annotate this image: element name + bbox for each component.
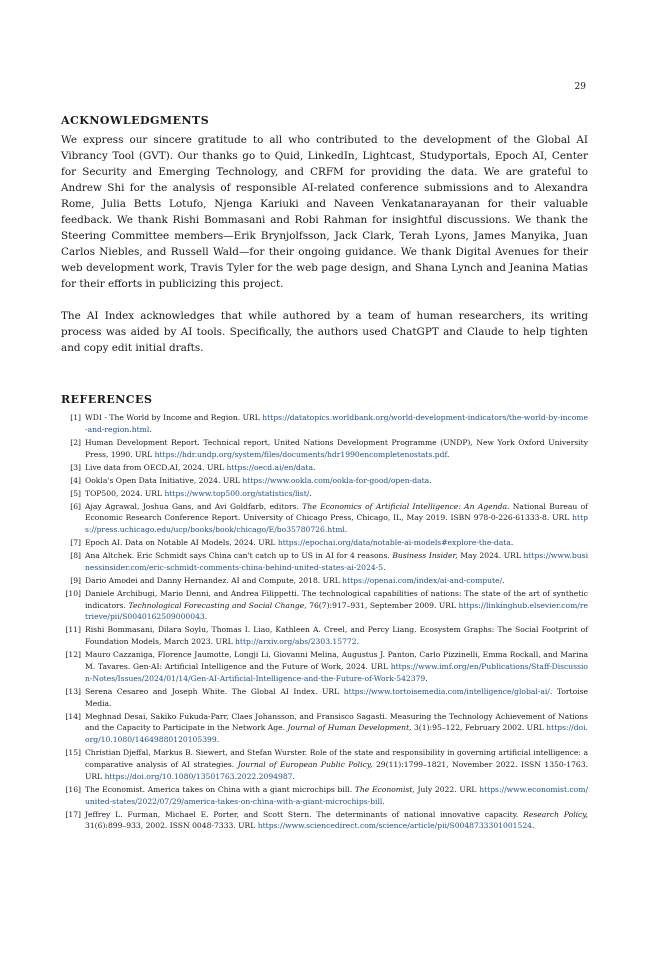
reference-venue: Journal of Human Development,	[287, 723, 412, 733]
reference-text: Christian Djeffal, Markus B. Siewert, and Stefan Wurster. Role of the state and responsibility in governing artificial intelligence: a comparative analysis of AI strategies.	[85, 748, 591, 769]
reference-venue: The Economics of Artificial Intelligence: An Agenda.	[302, 501, 510, 511]
reference-number: [15]	[65, 748, 81, 758]
reference-venue: Journal of European Public Policy,	[237, 759, 373, 769]
reference-number: [13]	[65, 686, 81, 696]
references-heading: REFERENCES	[61, 393, 153, 406]
reference-details: 29(11):1799–1821, November 2022. ISSN 1350-1763. URL	[85, 759, 591, 781]
reference-text: Mauro Cazzaniga, Florence Jaumotte, Longji Li, Giovanni Melina, Augustus J. Panton, Carlo Pizzinelli, Emma Rockall, and Marina M. Tavares. Gen-AI: Artificial Intelligence and the Future of Work, 2024. URL	[85, 650, 591, 671]
reference-details: 31(6):899–933, 2002. ISSN 0048-7333. URL	[85, 809, 591, 831]
acknowledgments-heading: ACKNOWLEDGMENTS	[61, 114, 210, 127]
reference-text: Epoch AI. Data on Notable AI Models, 2024. URL	[85, 538, 278, 548]
reference-item	[61, 686, 591, 710]
reference-number: [3]	[70, 462, 81, 472]
reference-text: Live data from OECD.AI, 2024. URL	[85, 462, 227, 472]
reference-tail: .	[216, 735, 220, 745]
reference-item	[61, 575, 588, 587]
reference-link[interactable]: https://openai.com/index/ai-and-compute/	[342, 575, 503, 585]
reference-number: [12]	[65, 650, 81, 660]
reference-item	[61, 462, 588, 474]
reference-link[interactable]: http://arxiv.org/abs/2303.15772	[235, 637, 357, 647]
reference-item	[61, 624, 591, 648]
reference-text: Dario Amodei and Danny Hernandez. AI and Compute, 2018. URL	[85, 575, 343, 585]
reference-tail: .	[383, 562, 386, 572]
reference-number: [7]	[70, 538, 81, 548]
reference-item	[61, 412, 588, 436]
reference-tail: .	[356, 637, 360, 647]
reference-number: [4]	[70, 475, 81, 485]
reference-link[interactable]: https://datatopics.worldbank.org/world-development-indicators/the-world-by-income-and-region.html	[85, 413, 588, 434]
reference-link[interactable]: https://epochai.org/data/notable-ai-models#explore-the-data	[277, 538, 511, 548]
reference-item	[61, 488, 588, 500]
reference-link[interactable]: https://linkinghub.elsevier.com/retrieve/pii/S0040162509000043	[85, 600, 588, 622]
reference-venue: Research Policy,	[523, 809, 588, 819]
reference-item	[61, 537, 588, 549]
reference-text: The Economist. America takes on China with a giant microchips bill.	[85, 784, 355, 794]
reference-details: May 2024. URL	[457, 551, 524, 561]
reference-text: Meghnad Desai, Sakiko Fukuda-Parr, Claes Johansson, and Fransisco Sagasti. Measuring the Technology Achievement of Nations and the Capacity to Participate in the Network Age.	[85, 711, 591, 733]
reference-details: National Bureau of Economic Research Conference Report. University of Chicago Press, Chicago, IL, May 2019. ISBN 978-0-226-61333-8. URL	[85, 501, 591, 523]
reference-text: Rishi Bommasani, Dilara Soylu, Thomas I. Liao, Kathleen A. Creel, and Percy Liang. Ecosystem Graphs: The Social Footprint of Foundation Models, March 2023. URL	[85, 625, 591, 647]
reference-venue: The Economist,	[354, 784, 415, 794]
reference-link[interactable]: https://www.tortoisemedia.com/intelligence/global-ai/	[343, 686, 550, 696]
reference-link[interactable]: https://hdr.undp.org/system/files/documents/hdr1990encompletenostats.pdf	[154, 449, 448, 459]
reference-link[interactable]: https://doi.org/10.1080/13501763.2022.2094987	[104, 771, 293, 781]
reference-number: [6]	[70, 501, 81, 511]
reference-text: Ana Altchek. Eric Schmidt says China can't catch up to US in AI for 4 reasons.	[85, 551, 393, 561]
reference-link[interactable]: https://www.top500.org/statistics/list/	[164, 488, 310, 498]
reference-item	[61, 550, 588, 574]
reference-item	[61, 711, 591, 746]
reference-tail: .	[532, 821, 535, 831]
acknowledgments-paragraph-2: The AI Index acknowledges that while authored by a team of human researchers, its writing process was aided by AI tools. Specifically, the authors used ChatGPT and Claude to help tighten and copy edit initial drafts.	[61, 310, 588, 354]
reference-text: Jeffrey L. Furman, Michael E. Porter, and Scott Stern. The determinants of national innovative capacity.	[85, 809, 524, 819]
reference-link[interactable]: https://www.businessinsider.com/eric-schmidt-comments-china-behind-united-states-ai-2024-5	[85, 551, 589, 572]
reference-details: July 2022. URL	[414, 784, 480, 794]
reference-tail: .	[312, 462, 316, 472]
reference-tail: .	[502, 575, 505, 585]
page-number: 29	[574, 82, 586, 92]
reference-details: 76(7):917–931, September 2009. URL	[306, 600, 459, 610]
reference-item	[61, 475, 588, 487]
reference-number: [2]	[70, 437, 81, 447]
reference-tail: .	[204, 612, 208, 622]
reference-item	[61, 588, 591, 623]
reference-number: [17]	[65, 809, 81, 819]
reference-tail: . Tortoise Media.	[85, 686, 591, 708]
reference-tail: .	[510, 538, 514, 548]
reference-link[interactable]: https://www.imf.org/en/Publications/Staff-Discussion-Notes/Issues/2024/01/14/Gen-AI-Artificial-Intelligence-and-the-Future-of-Work-542379	[85, 662, 588, 683]
reference-venue: Technological Forecasting and Social Change,	[128, 600, 307, 610]
reference-link[interactable]: https://press.uchicago.edu/ucp/books/book/chicago/E/bo35780726.html	[85, 513, 588, 535]
reference-details: 3(1):95–122, February 2002. URL	[411, 723, 547, 733]
reference-number: [10]	[65, 588, 81, 598]
reference-text: Ajay Agrawal, Joshua Gans, and Avi Goldfarb, editors.	[85, 501, 303, 511]
reference-number: [14]	[65, 711, 81, 721]
reference-text: Serena Cesareo and Joseph White. The Global AI Index. URL	[85, 686, 344, 696]
reference-tail: .	[429, 475, 432, 485]
page-content	[61, 114, 591, 833]
reference-link[interactable]: https://oecd.ai/en/data	[226, 462, 313, 472]
reference-text: Human Development Report. Technical report, United Nations Development Programme (UNDP), New York Oxford University Press, 1990. URL	[85, 437, 591, 459]
reference-number: [16]	[65, 784, 81, 794]
reference-tail: .	[309, 488, 312, 498]
reference-item	[61, 437, 591, 461]
reference-number: [5]	[70, 488, 81, 498]
acknowledgments-paragraph-1: We express our sincere gratitude to all who contributed to the development of the Global AI Vibrancy Tool (GVT). Our thanks go to Quid, LinkedIn, Lightcast, Studyportals, Epoch AI, Center for Security and Emerging Technology, and CRFM for providing the data. We are grateful to Andrew Shi for the analysis of responsible AI-related conference submissions and to Alexandra Rome, Julia Betts Lotufo, Njenga Kariuki and Naveen Venkatanarayanan for their valuable feedback. We thank Rishi Bommasani and Robi Rahman for insightful discussions. We thank the Steering Committee members—Erik Brynjolfsson, Jack Clark, Terah Lyons, James Manyika, Juan Carlos Niebles, and Russell Wald—for their ongoing guidance. We thank Digital Avenues for their web development work, Travis Tyler for the web page design, and Shana Lynch and Jeanina Matias for their efforts in publicizing this project.	[61, 134, 588, 290]
reference-item	[61, 501, 591, 536]
reference-text: Daniele Archibugi, Mario Denni, and Andrea Filippetti. The technological capabilities of nations: The state of the art of synthetic indicators.	[85, 588, 591, 610]
reference-number: [9]	[70, 575, 81, 585]
references-list	[61, 412, 591, 832]
reference-tail: .	[292, 771, 295, 781]
reference-venue: Business Insider,	[392, 551, 458, 561]
reference-text: TOP500, 2024. URL	[85, 488, 165, 498]
reference-link[interactable]: https://doi.org/10.1080/14649880120105399	[85, 723, 588, 745]
reference-item	[61, 649, 591, 684]
reference-tail: .	[425, 673, 428, 683]
reference-item	[61, 809, 591, 833]
reference-tail: .	[149, 424, 152, 434]
reference-link[interactable]: https://www.ookla.com/ookla-for-good/open-data	[242, 475, 430, 485]
reference-tail: .	[382, 796, 385, 806]
reference-tail: .	[447, 449, 450, 459]
reference-number: [11]	[65, 625, 81, 635]
reference-number: [8]	[70, 551, 81, 561]
reference-link[interactable]: https://www.economist.com/united-states/2022/07/29/america-takes-on-china-with-a-giant-microchips-bill	[85, 784, 588, 806]
reference-item	[61, 747, 591, 782]
reference-number: [1]	[70, 413, 81, 422]
reference-text: Ookla's Open Data Initiative, 2024. URL	[85, 475, 243, 485]
reference-tail: .	[344, 525, 348, 535]
reference-text: WDI - The World by Income and Region. URL	[85, 413, 263, 422]
reference-item	[61, 784, 588, 808]
reference-link[interactable]: https://www.sciencedirect.com/science/article/pii/S0048733301001524	[257, 821, 532, 831]
